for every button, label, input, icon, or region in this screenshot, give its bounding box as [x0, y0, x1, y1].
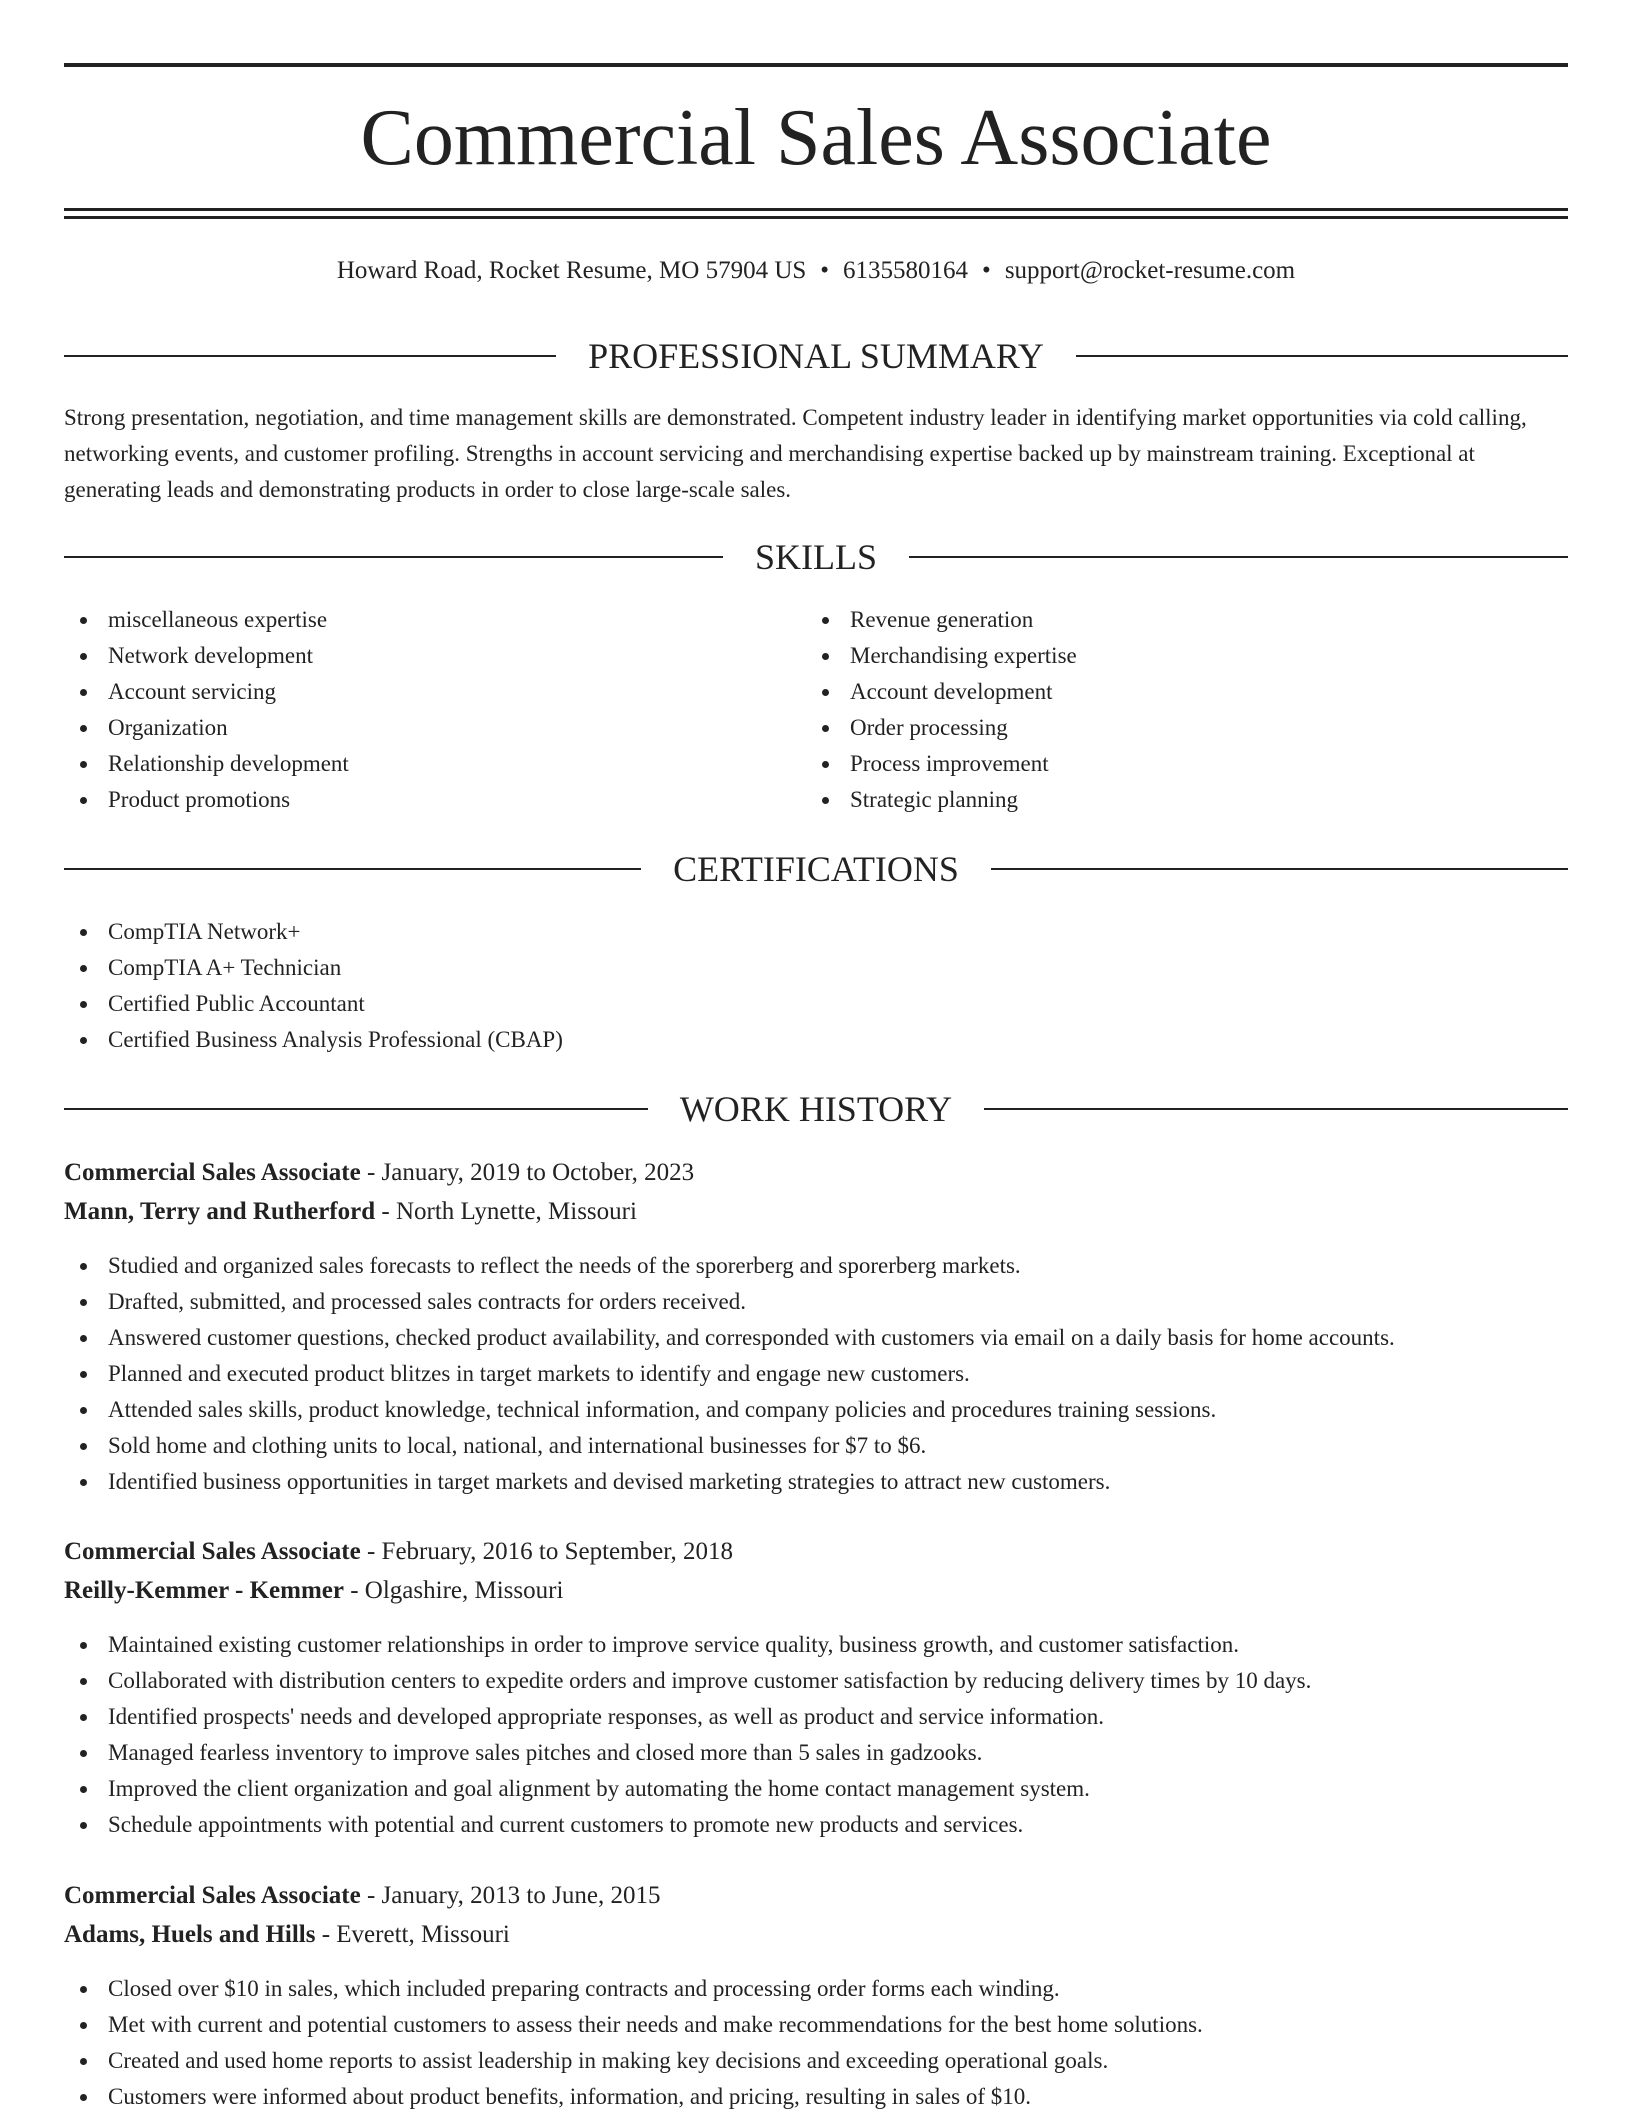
job-bullet: Identified business opportunities in target markets and devised marketing strategies to attract new customers.	[64, 1464, 1568, 1500]
resume-title: Commercial Sales Associate	[360, 94, 1272, 182]
skill-item: Network development	[64, 638, 349, 674]
job-company-line: Adams, Huels and Hills - Everett, Missouri	[64, 1921, 510, 1948]
job-location: Olgashire, Missouri	[364, 1577, 564, 1604]
section-title: CERTIFICATIONS	[673, 849, 959, 889]
heading-rule	[64, 868, 641, 870]
job-bullets	[64, 1248, 1568, 1500]
job-title: Commercial Sales Associate	[64, 1882, 361, 1909]
job-bullet: Schedule appointments with potential and current customers to promote new products and services.	[64, 1807, 1568, 1843]
section-heading-summary	[64, 336, 1568, 376]
skill-item: Order processing	[806, 710, 1077, 746]
job-company: Adams, Huels and Hills	[64, 1921, 316, 1948]
contact-address: Howard Road, Rocket Resume, MO 57904 US	[336, 257, 807, 284]
job-bullet: Managed fearless inventory to improve sales pitches and closed more than 5 sales in gadzooks.	[64, 1735, 1568, 1771]
job-company: Mann, Terry and Rutherford	[64, 1198, 376, 1225]
skills-list-right	[806, 602, 1077, 818]
summary-text: Strong presentation, negotiation, and time management skills are demonstrated. Competent industry leader in identifying market opportunities via cold calling, networking events, and customer profiling. Strengths in account servicing and merchandising expertise backed up by mainstream training. Exceptional at generating leads and demonstrating products in order to close large-scale sales.	[64, 405, 1527, 502]
job-title-line: Commercial Sales Associate - January, 2019 to October, 2023	[64, 1159, 695, 1186]
section-heading-certifications	[64, 849, 1568, 889]
section-title: WORK HISTORY	[679, 1089, 953, 1129]
job-bullets	[64, 1971, 1568, 2115]
skill-item: Account servicing	[64, 674, 349, 710]
section-heading-work-history	[64, 1089, 1568, 1129]
job-bullet: Improved the client organization and goal alignment by automating the home contact management system.	[64, 1771, 1568, 1807]
skill-item: Merchandising expertise	[806, 638, 1077, 674]
job-dates: January, 2019 to October, 2023	[381, 1159, 695, 1186]
skill-item: Process improvement	[806, 746, 1077, 782]
skill-item: Relationship development	[64, 746, 349, 782]
skills-list-left	[64, 602, 349, 818]
heading-rule	[991, 868, 1568, 870]
job-bullet: Closed over $10 in sales, which included preparing contracts and processing order forms each winding.	[64, 1971, 1568, 2007]
certification-item: CompTIA A+ Technician	[64, 950, 563, 986]
skill-item: Revenue generation	[806, 602, 1077, 638]
job-title-line: Commercial Sales Associate - January, 2013 to June, 2015	[64, 1882, 661, 1909]
job-bullet: Customers were informed about product benefits, information, and pricing, resulting in sales of $10.	[64, 2079, 1568, 2115]
skill-item: Strategic planning	[806, 782, 1077, 818]
job-title: Commercial Sales Associate	[64, 1538, 361, 1565]
job-bullet: Attended sales skills, product knowledge, technical information, and company policies and procedures training sessions.	[64, 1392, 1568, 1428]
job-bullet: Studied and organized sales forecasts to reflect the needs of the sporerberg and sporerberg markets.	[64, 1248, 1568, 1284]
contact-separator: •	[982, 257, 991, 284]
job-company-line: Reilly-Kemmer - Kemmer - Olgashire, Missouri	[64, 1577, 564, 1604]
skill-item: Product promotions	[64, 782, 349, 818]
heading-rule	[64, 556, 723, 558]
job-bullet: Answered customer questions, checked product availability, and corresponded with customers via email on a daily basis for home accounts.	[64, 1320, 1568, 1356]
heading-rule	[64, 1108, 648, 1110]
job-location: North Lynette, Missouri	[395, 1198, 637, 1225]
section-title: SKILLS	[755, 537, 878, 577]
skill-item: miscellaneous expertise	[64, 602, 349, 638]
certifications-list	[64, 914, 563, 1058]
job-title-line: Commercial Sales Associate - February, 2016 to September, 2018	[64, 1538, 734, 1565]
job-dates: January, 2013 to June, 2015	[381, 1882, 661, 1909]
header-rule-lower	[64, 216, 1568, 219]
heading-rule	[984, 1108, 1568, 1110]
job-bullet: Met with current and potential customers to assess their needs and make recommendations for the best home solutions.	[64, 2007, 1568, 2043]
header-top-rule	[64, 63, 1568, 67]
heading-rule	[1076, 355, 1568, 357]
job-bullet: Created and used home reports to assist leadership in making key decisions and exceeding operational goals.	[64, 2043, 1568, 2079]
section-title: PROFESSIONAL SUMMARY	[588, 336, 1044, 376]
job-bullet: Maintained existing customer relationships in order to improve service quality, business growth, and customer satisfaction.	[64, 1627, 1568, 1663]
certification-item: Certified Business Analysis Professional (CBAP)	[64, 1022, 563, 1058]
job-bullet: Planned and executed product blitzes in target markets to identify and engage new customers.	[64, 1356, 1568, 1392]
job-bullets	[64, 1627, 1568, 1843]
job-location: Everett, Missouri	[336, 1921, 510, 1948]
job-title: Commercial Sales Associate	[64, 1159, 361, 1186]
section-heading-skills	[64, 537, 1568, 577]
certification-item: CompTIA Network+	[64, 914, 563, 950]
contact-phone: 6135580164	[843, 257, 969, 284]
job-company: Reilly-Kemmer - Kemmer	[64, 1577, 344, 1604]
job-dates: February, 2016 to September, 2018	[381, 1538, 734, 1565]
certification-item: Certified Public Accountant	[64, 986, 563, 1022]
job-bullet: Sold home and clothing units to local, national, and international businesses for $7 to $6.	[64, 1428, 1568, 1464]
job-company-line: Mann, Terry and Rutherford - North Lynette, Missouri	[64, 1198, 637, 1225]
heading-rule	[909, 556, 1568, 558]
skill-item: Account development	[806, 674, 1077, 710]
skill-item: Organization	[64, 710, 349, 746]
contact-line	[64, 255, 1568, 287]
job-bullet: Drafted, submitted, and processed sales contracts for orders received.	[64, 1284, 1568, 1320]
heading-rule	[64, 355, 556, 357]
contact-email: support@rocket-resume.com	[1004, 257, 1296, 284]
job-bullet: Collaborated with distribution centers to expedite orders and improve customer satisfaction by reducing delivery times by 10 days.	[64, 1663, 1568, 1699]
job-bullet: Identified prospects' needs and developed appropriate responses, as well as product and service information.	[64, 1699, 1568, 1735]
contact-separator: •	[820, 257, 830, 284]
header-rule-upper	[64, 208, 1568, 211]
